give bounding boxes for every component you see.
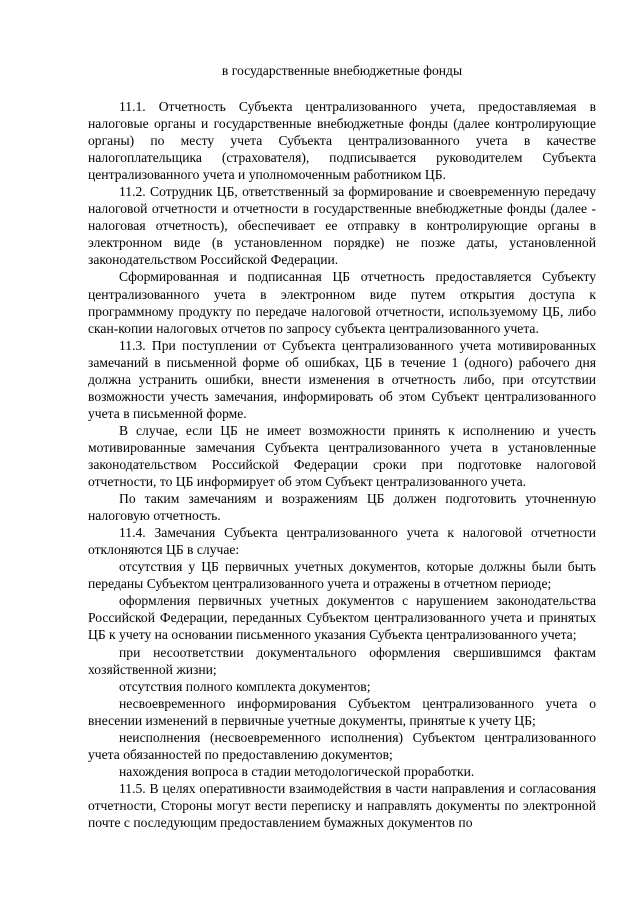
paragraph-cannot-accept: В случае, если ЦБ не имеет возможности принять к исполнению и учесть мотивированные замечания Субъекта централизованного учета в установленные законодательством Российской Федерации сроки при подготовке налоговой отчетности, то ЦБ информирует об этом Субъект централизованного учета. [88, 422, 596, 490]
document-body [88, 60, 596, 831]
section-heading: в государственные внебюджетные фонды [221, 63, 463, 78]
list-item-missing-documents: отсутствия у ЦБ первичных учетных документов, которые должны были быть переданы Субъектом централизованного учета и отражены в отчетном периоде; [88, 559, 596, 592]
list-item-improper-documents: оформления первичных учетных документов с нарушением законодательства Российской Федерации, переданных Субъектом централизованного учета и принятых ЦБ к учету на основании письменного указания Субъекта централизованного учета; [88, 593, 596, 643]
list-item-non-fulfilment: неисполнения (несвоевременного исполнения) Субъектом централизованного учета обязанностей по предоставлению документов; [88, 729, 596, 762]
list-item-methodology: нахождения вопроса в стадии методологической проработки. [119, 763, 475, 779]
list-item-late-notice: несвоевременного информирования Субъектом централизованного учета о внесении изменений в первичные учетные документы, принятые к учету ЦБ; [88, 695, 596, 728]
list-item-mismatch: при несоответствии документального оформления свершившимся фактам хозяйственной жизни; [88, 644, 596, 677]
paragraph-11-1: 11.1. Отчетность Субъекта централизованного учета, предоставляемая в налоговые органы и государственные внебюджетные фонды (далее контролирующие органы) по месту учета Субъекта централизованного учета в качестве налогоплательщика (страхователя), подписывается руководителем Субъекта централизованного учета и уполномоченным работником ЦБ. [88, 99, 596, 183]
paragraph-11-3: 11.3. При поступлении от Субъекта централизованного учета мотивированных замечаний в письменной форме об ошибках, ЦБ в течение 1 (одного) рабочего дня должна устранить ошибки, внести изменения в отчетность либо, при отсутствии возможности учесть замечания, информировать об этом Субъект централизованного учета в письменной форме. [88, 337, 596, 421]
list-item-incomplete-set: отсутствия полного комплекта документов; [119, 678, 371, 694]
paragraph-11-5: 11.5. В целях оперативности взаимодействия в части направления и согласования отчетности, Стороны могут вести переписку и направлять документы по электронной почте с последующим предоставлением бумажных документов по [88, 780, 596, 830]
paragraph-report-access: Сформированная и подписанная ЦБ отчетность предоставляется Субъекту централизованного учета в электронном виде путем открытия доступа к программному продукту по передаче налоговой отчетности, используемому ЦБ, либо скан-копии налоговых отчетов по запросу субъекта централизованного учета. [88, 269, 596, 336]
paragraph-corrected-report: По таким замечаниям и возражениям ЦБ должен подготовить уточненную налоговую отчетность. [88, 491, 596, 524]
paragraph-11-2: 11.2. Сотрудник ЦБ, ответственный за формирование и своевременную передачу налоговой отчетности и отчетности в государственные внебюджетные фонды (далее - налоговая отчетность), обеспечивает ее отправку в контролирующие органы в электронном виде (в установленном порядке) не позже даты, установленной законодательством Российской Федерации. [88, 184, 596, 268]
paragraph-11-4: 11.4. Замечания Субъекта централизованного учета к налоговой отчетности отклоняются ЦБ в случае: [88, 525, 596, 558]
